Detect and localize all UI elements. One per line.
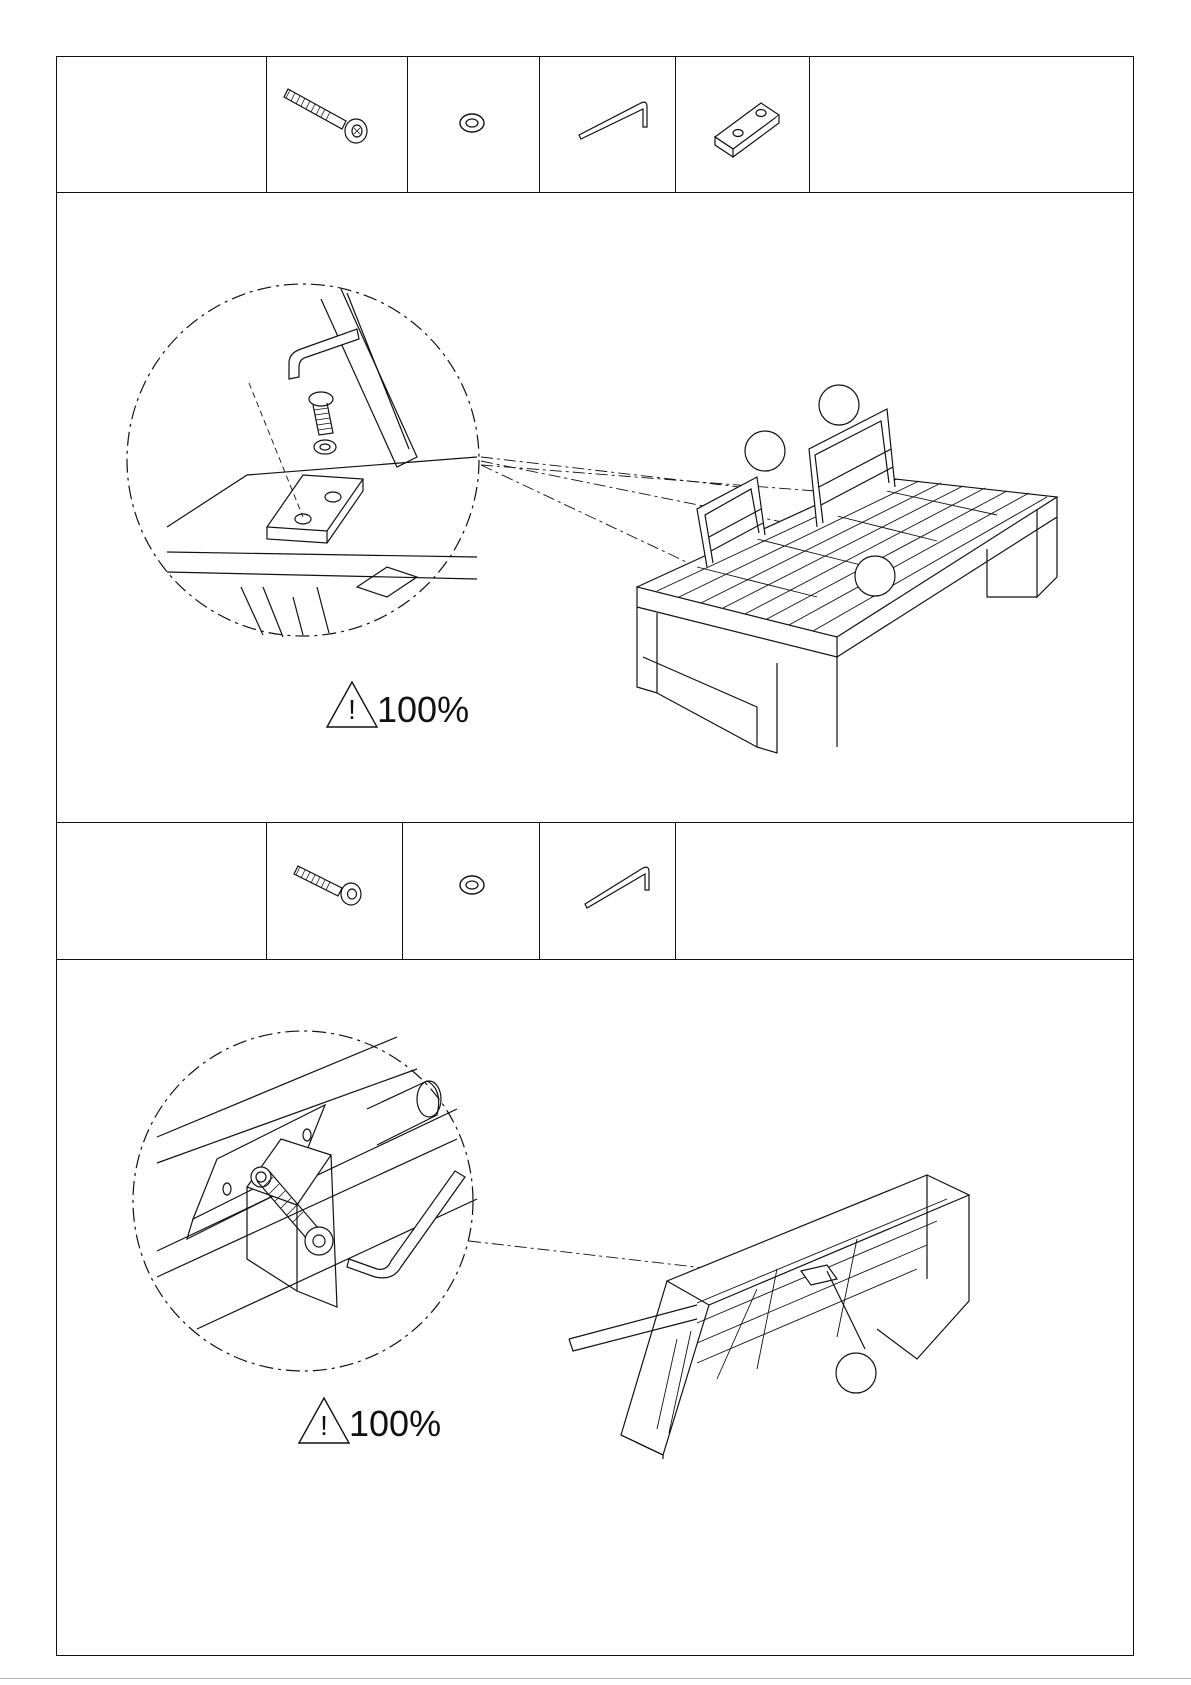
warning-triangle-icon <box>297 1395 353 1447</box>
warning-triangle-icon <box>325 679 381 731</box>
allen-key-icon <box>541 824 675 959</box>
callout-circle <box>819 385 859 425</box>
part-allen-key <box>541 824 675 959</box>
detail-magnifier-circle <box>127 284 479 636</box>
divider <box>402 822 403 959</box>
zoom-scale-label: 100% <box>377 689 470 730</box>
detail-magnifier-circle <box>133 1031 473 1371</box>
warning-glyph: ! <box>320 1410 328 1441</box>
bolt-icon <box>268 824 402 959</box>
callout-circle <box>855 556 895 596</box>
divider <box>57 822 1133 823</box>
divider <box>539 822 540 959</box>
warning-glyph: ! <box>348 694 356 725</box>
washer-icon <box>404 824 539 959</box>
part-bolt <box>268 824 402 959</box>
part-washer <box>404 824 539 959</box>
divider <box>675 822 676 959</box>
step1-assembly-diagram <box>57 57 1135 822</box>
divider <box>266 822 267 959</box>
step2-assembly-diagram <box>57 959 1135 1657</box>
callout-circle <box>745 431 785 471</box>
page-bottom-edge <box>0 1678 1191 1679</box>
zoom-scale-label: 100% <box>349 1403 442 1444</box>
callout-circle <box>836 1353 876 1393</box>
instruction-sheet <box>56 56 1134 1656</box>
